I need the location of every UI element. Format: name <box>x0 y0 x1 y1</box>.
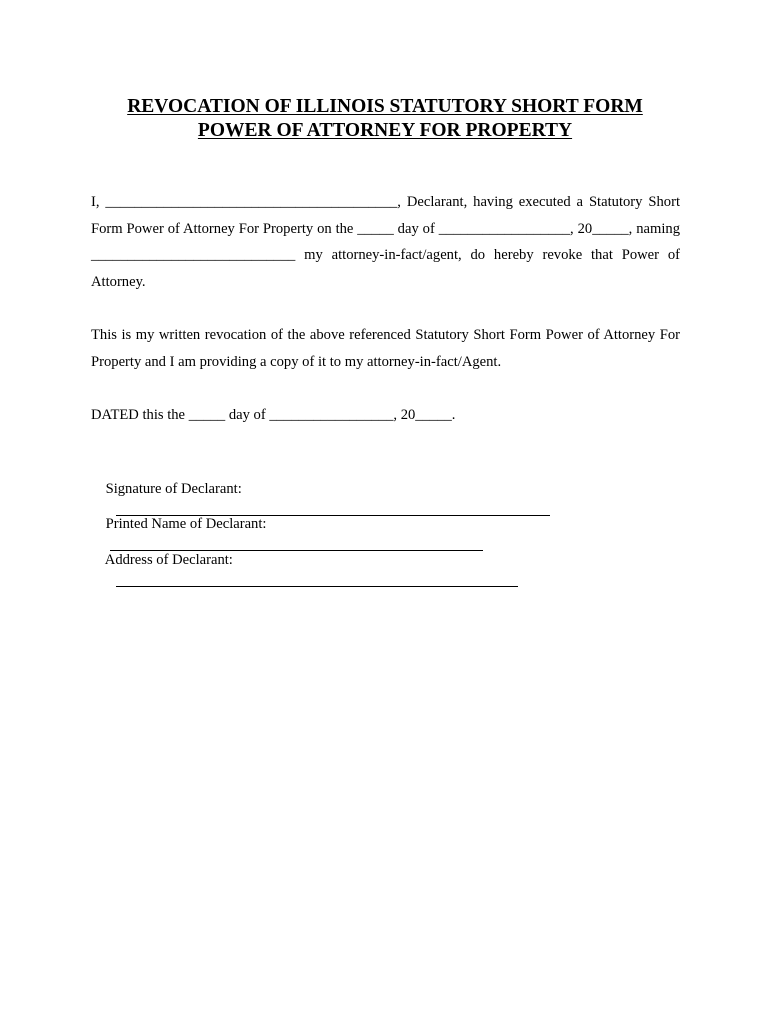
address-label: Address of Declarant: <box>104 552 233 568</box>
dated-line: DATED this the _____ day of _________________, 20_____. <box>91 407 456 423</box>
address-blank-line[interactable] <box>116 572 518 587</box>
revocation-statement-paragraph: I, ________________________________________, Declarant, having executed a Statutory Short Form Power of Attorney For Property on the _____ day of __________________, 20_____, naming ____________________________ my attorney-in-fact/agent, do hereby revoke that Power of Attorney. <box>91 194 680 290</box>
written-revocation-paragraph: This is my written revocation of the above referenced Statutory Short Form Power of Attorney For Property and I am providing a copy of it to my attorney-in-fact/Agent. <box>91 327 680 370</box>
address-of-declarant-row <box>91 530 518 610</box>
printed-name-label: Printed Name of Declarant: <box>105 516 267 532</box>
signature-label: Signature of Declarant: <box>105 481 242 497</box>
document-title-line-2: POWER OF ATTORNEY FOR PROPERTY <box>197 120 573 141</box>
document-title-line-1: REVOCATION OF ILLINOIS STATUTORY SHORT FORM <box>127 96 643 117</box>
